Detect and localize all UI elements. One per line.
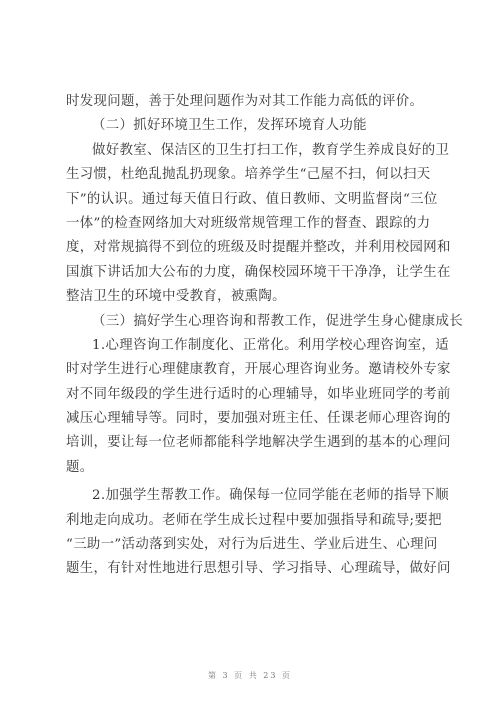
page-number-footer: 第 3 页 共 23 页 — [208, 671, 292, 680]
text-line: 利地走向成功。老师在学生成长过程中要加强指导和疏导;要把 — [66, 512, 442, 528]
text-line: “三助一”活动落到实处，对行为后进生、学业后进生、心理问 — [66, 537, 438, 553]
paragraph-first-line: 1.心理咨询工作制度化、正常化。利用学校心理咨询室，适 — [92, 337, 449, 353]
document-body — [66, 90, 463, 582]
text-line: 培训，要让每一位老师都能科学地解决学生遇到的基本的心理问 — [66, 435, 451, 451]
text-line: 减压心理辅导等。同时，要加强对班主任、任课老师心理咨询的 — [66, 411, 451, 427]
text-line: 时对学生进行心理健康教育，开展心理咨询业务。邀请校外专家 — [66, 362, 451, 378]
section-heading: （三）搞好学生心理咨询和帮教工作，促进学生身心健康成长 — [92, 313, 463, 329]
text-line: 下”的认识。通过每天值日行政、值日教师、文明监督岗“三位 — [66, 191, 438, 207]
paragraph-first-line: 做好教室、保洁区的卫生打扫工作，教育学生养成良好的卫 — [92, 142, 450, 158]
text-line: 一体”的检查网络加大对班级常规管理工作的督查、跟踪的力 — [66, 215, 431, 231]
section-heading: （二）抓好环境卫生工作，发挥环境育人功能 — [92, 118, 367, 134]
text-line: 对不同年级段的学生进行适时的心理辅导，如毕业班同学的考前 — [66, 386, 451, 402]
text-line: 度，对常规搞得不到位的班级及时提醒并整改，并利用校园网和 — [66, 240, 451, 256]
text-line: 题。 — [66, 459, 94, 475]
text-line: 生习惯，杜绝乱抛乱扔现象。培养学生“己屋不扫，何以扫天 — [66, 167, 431, 183]
text-line: 题生，有针对性地进行思想引导、学习指导、心理疏导，做好问 — [66, 561, 451, 577]
text-line: 整洁卫生的环境中受教育，被熏陶。 — [66, 289, 286, 305]
text-line: 国旗下讲话加大公布的力度，确保校园环境干干净净，让学生在 — [66, 264, 451, 280]
text-line: 时发现问题，善于处理问题作为对其工作能力高低的评价。 — [66, 94, 424, 109]
paragraph-first-line: 2.加强学生帮教工作。确保每一位同学能在老师的指导下顺 — [92, 488, 449, 504]
